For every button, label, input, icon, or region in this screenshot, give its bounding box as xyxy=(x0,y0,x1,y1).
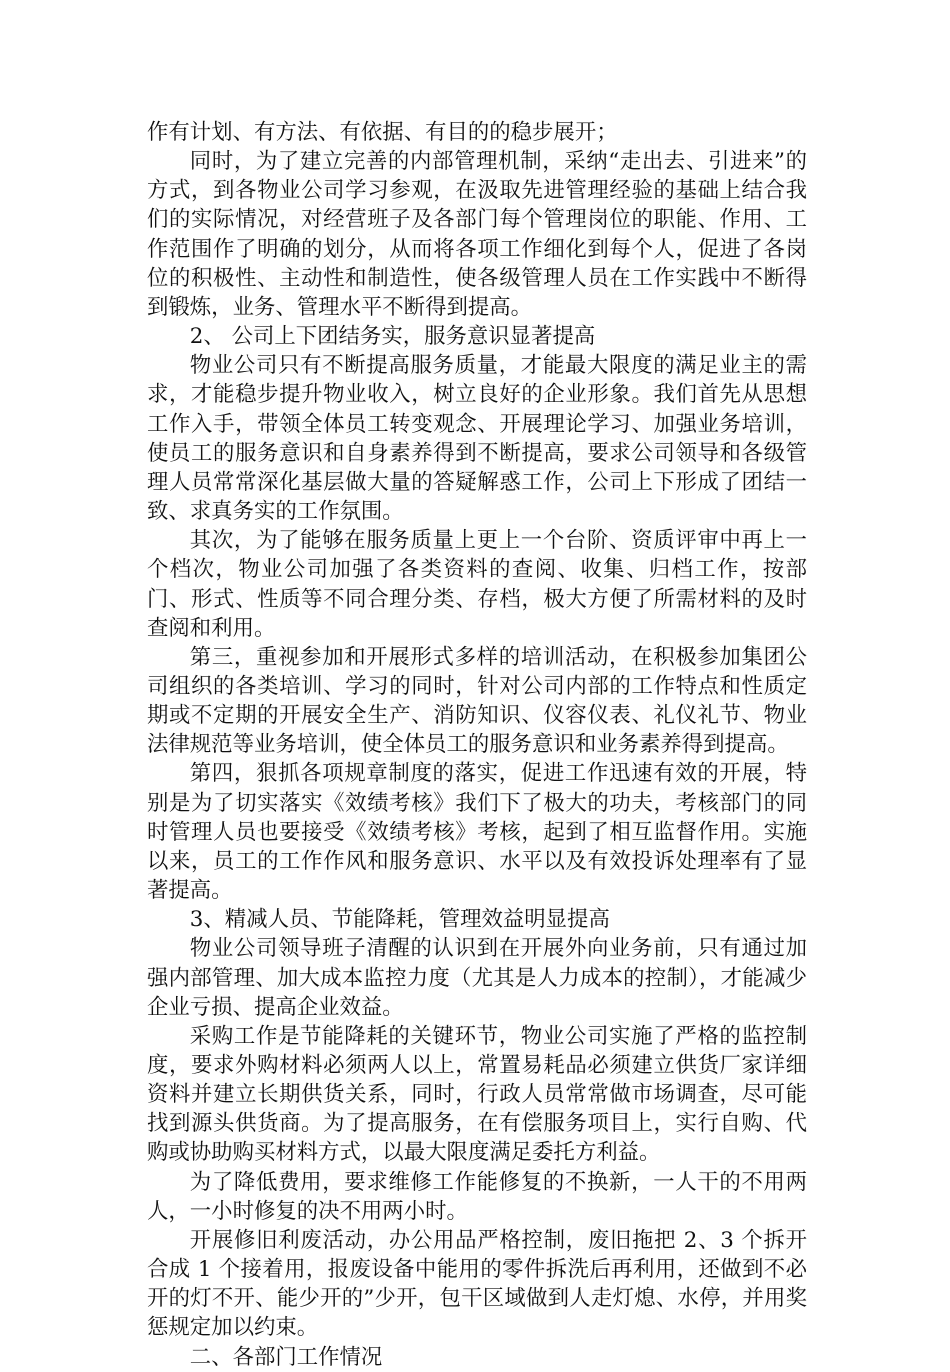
paragraph-6: 第三，重视参加和开展形式多样的培训活动，在积极参加集团公司组织的各类培训、学习的同时，针对公司内部的工作特点和性质定期或不定期的开展安全生产、消防知识、仪容仪表、礼仪礼节、物业法律规范等业务培训，使全体员工的服务意识和业务素养得到提高。 xyxy=(147,644,807,758)
paragraph-11: 为了降低费用，要求维修工作能修复的不换新，一人干的不用两人，一小时修复的决不用两小时。 xyxy=(147,1169,807,1224)
document-body xyxy=(147,118,807,1372)
paragraph-7: 第四，狠抓各项规章制度的落实，促进工作迅速有效的开展，特别是为了切实落实《效绩考核》我们下了极大的功夫，考核部门的同时管理人员也要接受《效绩考核》考核，起到了相互监督作用。实施以来，员工的工作作风和服务意识、水平以及有效投诉处理率有了显著提高。 xyxy=(147,761,807,904)
paragraph-1: 作有计划、有方法、有依据、有目的的稳步展开； xyxy=(147,120,618,145)
chapter-heading-2: 二、各部门工作情况 xyxy=(189,1344,383,1370)
paragraph-10: 采购工作是节能降耗的关键环节，物业公司实施了严格的监控制度，要求外购材料必须两人以上，常置易耗品必须建立供货厂家详细资料并建立长期供货关系，同时，行政人员常常做市场调查，尽可能找到源头供货商。为了提高服务，在有偿服务项目上，实行自购、代购或协助购买材料方式，以最大限度满足委托方利益。 xyxy=(147,1023,807,1166)
paragraph-4: 物业公司只有不断提高服务质量，才能最大限度的满足业主的需求，才能稳步提升物业收入，树立良好的企业形象。我们首先从思想工作入手，带领全体员工转变观念、开展理论学习、加强业务培训，使员工的服务意识和自身素养得到不断提高，要求公司领导和各级管理人员常常深化基层做大量的答疑解惑工作，公司上下形成了团结一致、求真务实的工作氛围。 xyxy=(147,353,807,525)
paragraph-12: 开展修旧利废活动，办公用品严格控制，废旧拖把 2、3 个拆开合成 1 个接着用，报废设备中能用的零件拆洗后再利用，还做到不必开的灯不开、能少开的”少开，包干区域做到人走灯熄、水停，并用奖惩规定加以约束。 xyxy=(147,1227,807,1341)
paragraph-5: 其次，为了能够在服务质量上更上一个台阶、资质评审中再上一个档次，物业公司加强了各类资料的查阅、收集、归档工作，按部门、形式、性质等不同合理分类、存档，极大方便了所需材料的及时查阅和利用。 xyxy=(147,528,807,641)
section-heading-2: 2、 公司上下团结务实，服务意识显著提高 xyxy=(189,324,596,350)
paragraph-9: 物业公司领导班子清醒的认识到在开展外向业务前，只有通过加强内部管理、加大成本监控力度（尤其是人力成本的控制），才能减少企业亏损、提高企业效益。 xyxy=(147,936,807,1020)
paragraph-2: 同时，为了建立完善的内部管理机制，采纳“走出去、引进来”的方式，到各物业公司学习参观，在汲取先进管理经验的基础上结合我们的实际情况，对经营班子及各部门每个管理岗位的职能、作用、工作范围作了明确的划分，从而将各项工作细化到每个人，促进了各岗位的积极性、主动性和制造性，使各级管理人员在工作实践中不断得到锻炼，业务、管理水平不断得到提高。 xyxy=(147,149,807,320)
section-heading-3: 3、精减人员、节能降耗，管理效益明显提高 xyxy=(189,907,610,933)
